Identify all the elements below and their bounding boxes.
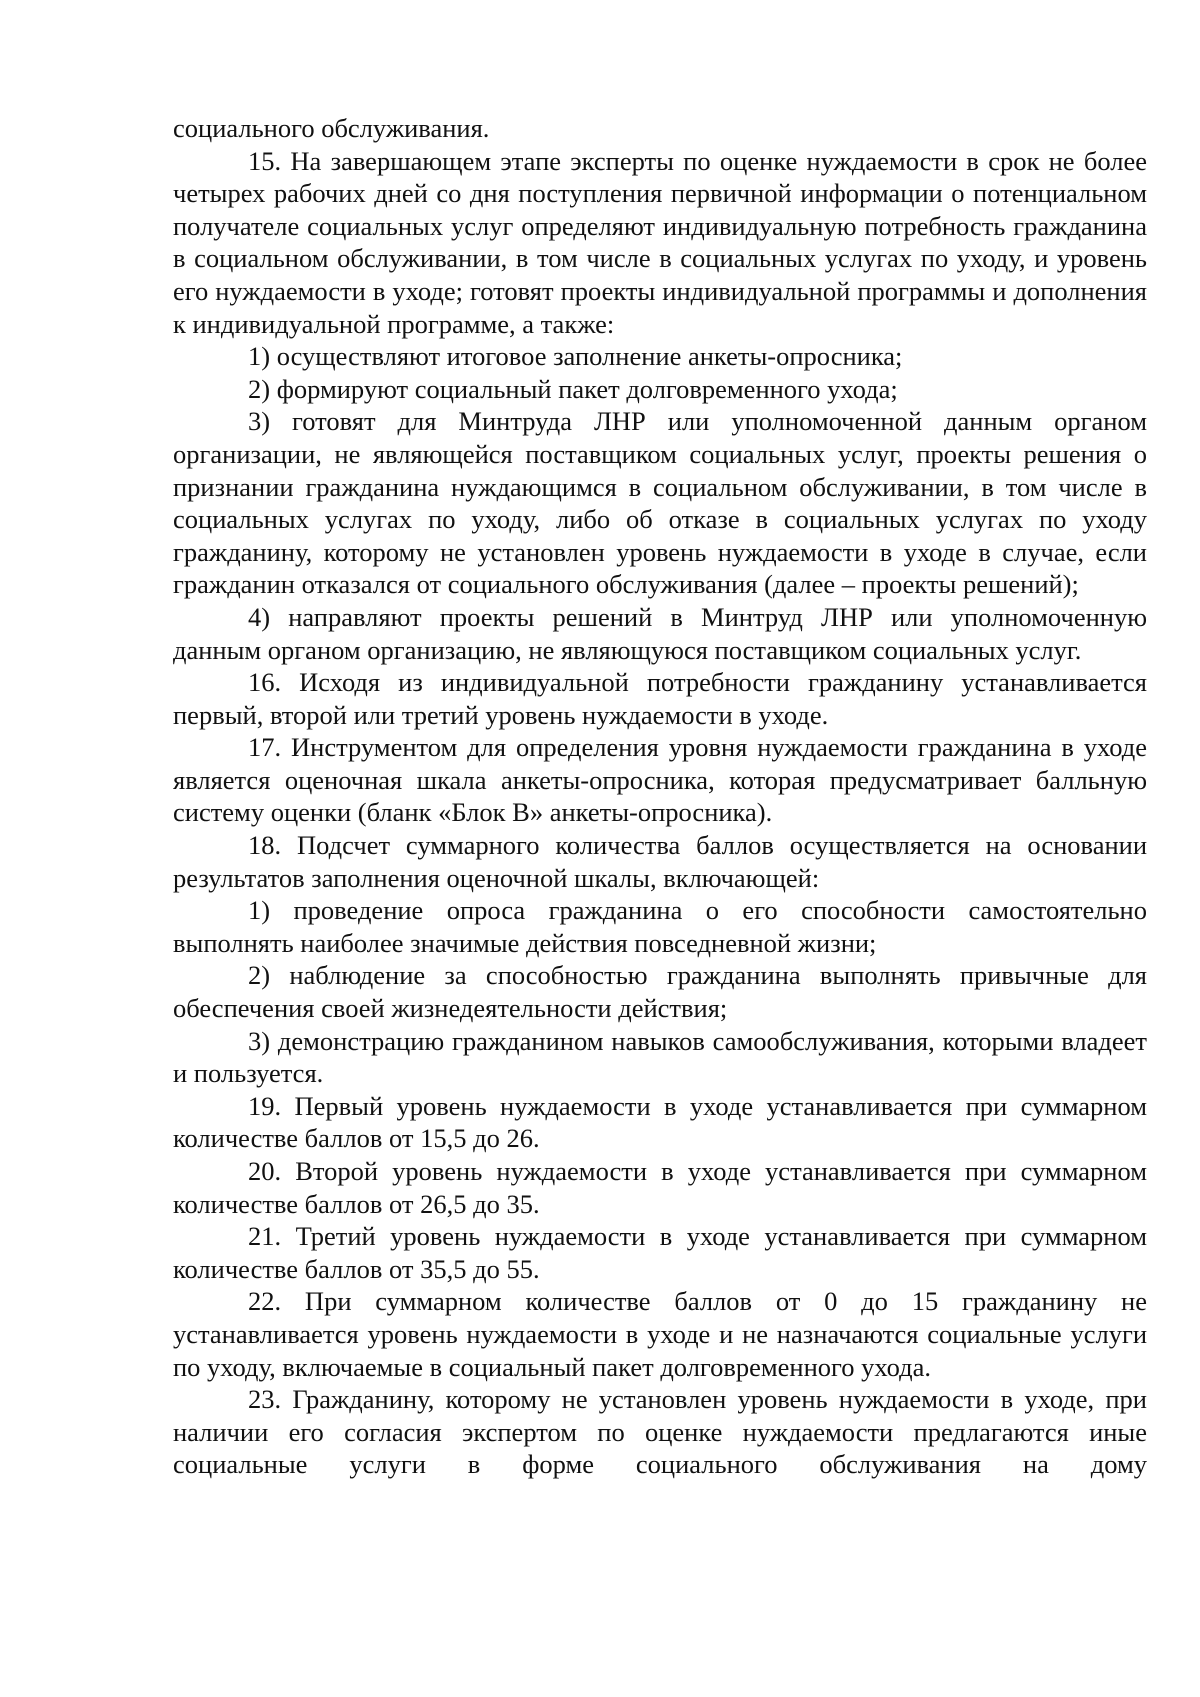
paragraph-22: 22. При суммарном количестве баллов от 0 до 15 гражданину не устанавливается уровень нуждаемости в уходе и не назначаются социальные услуги по уходу, включаемые в социальный пакет долговременного ухода.: [173, 1286, 1147, 1382]
paragraph-19: 19. Первый уровень нуждаемости в уходе устанавливается при суммарном количестве баллов от 15,5 до 26.: [173, 1090, 1147, 1154]
paragraph-15: 15. На завершающем этапе эксперты по оценке нуждаемости в срок не более четырех рабочих дней со дня поступления первичной информации о потенциальном получателе социальных услуг определяют индивидуальную потребность гражданина в социальном обслуживании, в том числе в социальных услугах по уходу, и уровень его нуждаемости в уходе; готовят проекты индивидуальной программы и дополнения к индивидуальной программе, а также:: [173, 145, 1147, 339]
paragraph-15-item-3: 3) готовят для Минтруда ЛНР или уполномоченной данным органом организации, не являющейся поставщиком социальных услуг, проекты решения о признании гражданина нуждающимся в социальном обслуживании, в том числе в социальных услугах по уходу, либо об отказе в социальных услугах по уходу гражданину, которому не установлен уровень нуждаемости в уходе в случае, если гражданин отказался от социального обслуживания (далее – проекты решений);: [173, 406, 1147, 600]
paragraph-15-item-2: 2) формируют социальный пакет долговременного ухода;: [248, 373, 898, 404]
paragraph-20: 20. Второй уровень нуждаемости в уходе устанавливается при суммарном количестве баллов от 26,5 до 35.: [173, 1156, 1147, 1219]
paragraph-23: 23. Гражданину, которому не установлен уровень нуждаемости в уходе, при наличии его согласия экспертом по оценке нуждаемости предлагаются иные социальные услуги в форме социального обслуживания на дому: [173, 1384, 1147, 1480]
paragraph-18: 18. Подсчет суммарного количества баллов осуществляется на основании результатов заполнения оценочной шкалы, включающей:: [173, 830, 1147, 893]
paragraph-18-item-3: 3) демонстрацию гражданином навыков самообслуживания, которыми владеет и пользуется.: [173, 1025, 1147, 1089]
paragraph-15-item-4: 4) направляют проекты решений в Минтруд ЛНР или уполномоченную данным органом организацию, не являющуюся поставщиком социальных услуг.: [173, 601, 1147, 665]
paragraph-16: 16. Исходя из индивидуальной потребности гражданину устанавливается первый, второй или третий уровень нуждаемости в уходе.: [173, 667, 1147, 730]
paragraph-continuation: социального обслуживания.: [173, 113, 490, 143]
document-page: [173, 112, 1147, 1481]
paragraph-17: 17. Инструментом для определения уровня нуждаемости гражданина в уходе является оценочная шкала анкеты-опросника, которая предусматривает балльную систему оценки (бланк «Блок В» анкеты-опросника).: [173, 732, 1147, 828]
paragraph-15-item-1: 1) осуществляют итоговое заполнение анкеты-опросника;: [248, 341, 903, 372]
paragraph-18-item-1: 1) проведение опроса гражданина о его способности самостоятельно выполнять наиболее значимые действия повседневной жизни;: [173, 895, 1147, 958]
paragraph-21: 21. Третий уровень нуждаемости в уходе устанавливается при суммарном количестве баллов от 35,5 до 55.: [173, 1221, 1147, 1284]
paragraph-18-item-2: 2) наблюдение за способностью гражданина выполнять привычные для обеспечения своей жизнедеятельности действия;: [173, 960, 1147, 1024]
